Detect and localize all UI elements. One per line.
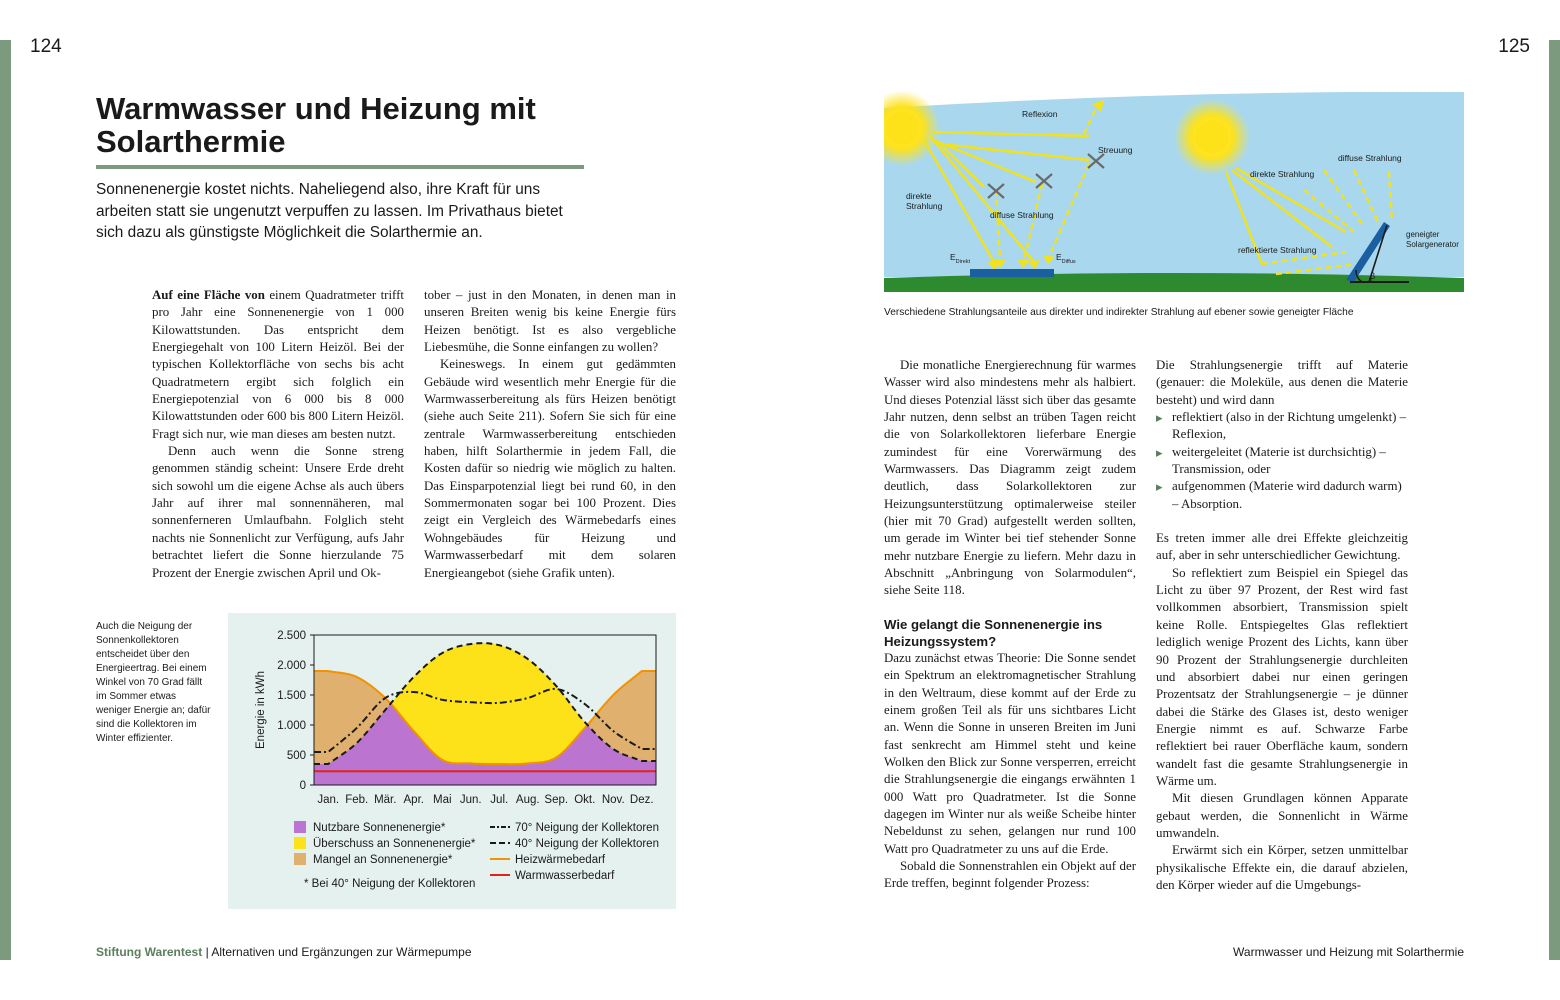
y-tick-label: 1.500	[277, 690, 306, 702]
y-axis-label: Energie in kWh	[255, 671, 267, 749]
right-edge-bar	[1549, 40, 1560, 960]
y-tick-label: 500	[286, 750, 306, 762]
list-item: ▸ reflektiert (also in der Richtung umgelenkt) – Reflexion,	[1156, 409, 1408, 444]
label-streuung: Streuung	[1098, 145, 1133, 155]
label-diffuse-left: diffuse Strahlung	[990, 210, 1054, 220]
col1-lead-bold: Auf eine Fläche von	[152, 288, 265, 302]
x-tick-label: Nov.	[601, 794, 625, 806]
label-geneigter-1: geneigter	[1406, 230, 1440, 239]
legend-label: Warmwasserbedarf	[515, 870, 615, 882]
legend-label: Mangel an Sonnenenergie*	[313, 854, 453, 866]
process-list	[1156, 409, 1408, 513]
col3-paragraph-2: Dazu zunächst etwas Theorie: Die Sonne sendet ein Spektrum an elektromagnetischer Strahlung in den Weltraum, diese kommt auf der Erde zu einem großen Teil als für uns sichtbares Licht an. Wenn die Sonne in unseren Breiten im Juni fast senkrecht am Himmel steht und keine Wolken den Blick zur Sonne versperren, erreicht die Strahlungsenergie die eingangs erwähnten 1 000 Watt pro Quadratmeter. Ist die Sonne dagegen im Winter nur als weiße Scheibe hinter Nebeldunst zu sehen, gelangen nur rund 100 Watt pro Quadratmeter zu uns auf die Erde.	[884, 650, 1136, 856]
x-tick-label: Sep.	[544, 794, 569, 806]
flat-collector	[970, 269, 1054, 277]
footer-left	[96, 945, 472, 959]
label-reflektierte: reflektierte Strahlung	[1238, 245, 1317, 255]
title-rule	[96, 165, 584, 169]
legend-label: 70° Neigung der Kollektoren	[515, 822, 659, 834]
label-geneigter-2: Solargenerator	[1406, 240, 1459, 249]
page-number-left: 124	[30, 36, 62, 57]
col4-paragraph-4: Mit diesen Grundlagen können Apparate gebaut werden, die Sonnenlicht in Wärme umwandeln.	[1156, 791, 1408, 840]
energy-chart	[228, 613, 676, 909]
y-tick-label: 2.000	[277, 660, 306, 672]
col4-paragraph-3: So reflektiert zum Beispiel ein Spiegel das Licht zu über 97 Prozent, der Rest wird fast vollkommen absorbiert, Transmission spielt keine Rolle. Entspiegeltes Glas reflektiert lediglich wenige Prozent des Lichts, kann über 90 Prozent der Strahlungsenergie durchleiten und absorbiert dabei nur einen geringen Prozentsatz der Strahlungsenergie – je dünner dabei die Stärke des Glases ist, desto weniger Energie nimmt es auf. Schwarze Farbe reflektiert bei rauer Oberfläche kaum, sondern wandelt fast die gesamte Strahlungsenergie in Wärme um.	[1156, 565, 1408, 788]
label-e-diffus: $E_{Diffus}$	[1056, 252, 1076, 265]
col3-paragraph-1: Die monatliche Energierechnung für warmes Wasser wird also mindestens mehr als halbiert. Und dieses Potenzial lässt sich über das gesamte Jahr nutzen, denn selbst an trüben Tagen reicht die von Solarkollektoren lieferbare Energie zumindest für eine Vorerwärmung des Warmwassers. Das Diagramm zeigt zudem deutlich, dass Solarkollektoren zur Heizungsunterstützung optimalerweise steiler (hier mit 70 Grad) aufgestellt werden sollten, um gerade im Winter bei tief stehender Sonne mehr nutzbare Energie zu liefern. Mehr dazu in Abschnitt „Anbringung von Solarmodulen“, siehe Seite 118.	[884, 358, 1136, 598]
chart-footnote: * Bei 40° Neigung der Kollektoren	[304, 878, 476, 890]
text-column-3	[884, 357, 1136, 893]
label-direkte-right: direkte Strahlung	[1250, 169, 1315, 179]
label-e-direkt: $E_{Direkt}$	[950, 252, 971, 265]
x-tick-label: Okt.	[574, 794, 596, 806]
col4-paragraph-2: Es treten immer alle drei Effekte gleichzeitig auf, aber in sehr unterschiedlicher Gewichtung.	[1156, 531, 1408, 563]
label-diffuse-right: diffuse Strahlung	[1338, 153, 1402, 163]
col4-paragraph-5: Erwärmt sich ein Körper, setzen unmittelbar physikalische Effekte ein, die darauf abzielen, den Körper wieder auf die Umgebungs-	[1156, 843, 1408, 892]
col3-paragraph-3: Sobald die Sonnenstrahlen ein Objekt auf der Erde treffen, beginnt folgender Prozess:	[884, 858, 1136, 891]
x-tick-label: Jan.	[317, 794, 340, 806]
text-column-2	[424, 287, 676, 582]
footer-brand: Stiftung Warentest	[96, 945, 203, 959]
legend-swatch	[294, 821, 306, 833]
legend-label: Heizwärmebedarf	[515, 854, 606, 866]
legend-label: Nutzbare Sonnenenergie*	[313, 822, 446, 834]
col4-paragraph-1: Die Strahlungsenergie trifft auf Materie (genauer: die Moleküle, aus denen die Materie besteht) und wird dann	[1156, 358, 1408, 407]
sun-right-core	[1195, 120, 1229, 154]
x-tick-label: Dez.	[629, 794, 654, 806]
footer-right-title: Warmwasser und Heizung mit Solarthermie	[1233, 945, 1464, 959]
chart-side-note: Auch die Neigung der Sonnenkollektoren entscheidet über den Energieertrag. Bei einem Winkel von 70 Grad fällt im Sommer etwas weniger Energie an; dafür sind die Kollektoren im Winter effizienter.	[96, 621, 211, 744]
text-column-1	[152, 287, 404, 582]
x-tick-label: Mai	[432, 794, 452, 806]
y-tick-label: 1.000	[277, 720, 306, 732]
page-title: Warmwasser und Heizung mit Solarthermie	[96, 91, 536, 159]
radiation-diagram	[884, 92, 1464, 292]
x-tick-label: Aug.	[515, 794, 540, 806]
legend-swatch	[294, 853, 306, 865]
diagram-caption: Verschiedene Strahlungsanteile aus direkter und indirekter Strahlung auf ebener sowie geneigter Fläche	[884, 307, 1354, 318]
label-direkte-left-2: Strahlung	[906, 201, 943, 211]
legend-label: 40° Neigung der Kollektoren	[515, 838, 659, 850]
col2-paragraph-1: tober – just in den Monaten, in denen man in unseren Breiten wenig bis keine Energie fürs Heizen benötigt. Ist es also vergebliche Liebesmühe, die Sonne einfangen zu wollen?	[424, 288, 676, 355]
y-tick-label: 0	[299, 780, 306, 792]
x-tick-label: Apr.	[403, 794, 424, 806]
text-column-4	[1156, 357, 1408, 894]
y-tick-label: 2.500	[277, 630, 306, 642]
col3-heading: Wie gelangt die Sonnenenergie ins Heizungssystem?	[884, 616, 1103, 649]
col2-paragraph-2: Keineswegs. In einem gut gedämmten Gebäude wird wesentlich mehr Energie für die Warmwasserbereitung als fürs Heizen benötigt (siehe auch Seite 211). Sofern Sie sich für eine zentrale Warmwasserbereitung entschieden haben, hilft Solarthermie in jedem Fall, die Kosten dafür so niedrig wie möglich zu halten. Das Einsparpotenzial liegt bei rund 60, in den Sommermonaten sogar bei 100 Prozent. Dies zeigt ein Vergleich des Wärmebedarfs eines Wohngebäudes für Heizung und Warmwasserbedarf mit dem solaren Energieangebot (siehe Grafik unten).	[424, 357, 676, 580]
x-tick-label: Feb.	[345, 794, 369, 806]
x-tick-label: Mär.	[374, 794, 397, 806]
footer-left-title: Alternativen und Ergänzungen zur Wärmepumpe	[211, 945, 472, 959]
x-tick-label: Jun.	[459, 794, 482, 806]
label-direkte-left-1: direkte	[906, 191, 932, 201]
list-item: ▸ weitergeleitet (Materie ist durchsichtig) – Transmission, oder	[1156, 444, 1408, 479]
left-edge-bar	[0, 40, 11, 960]
x-tick-label: Jul.	[490, 794, 509, 806]
col1-paragraph-1: einem Quadratmeter trifft pro Jahr eine Sonnenenergie von 1 000 Kilowattstunden. Das entspricht dem Energiegehalt von 100 Litern Heizöl. Bei der typischen Kollektorfläche von sechs bis acht Quadratmetern ergibt sich folglich ein Energiepotenzial von 6 000 bis 8 000 Kilowattstunden oder 600 bis 800 Litern Heizöl. Fragt sich nur, wie man dieses am besten nutzt.	[152, 288, 404, 441]
lead-paragraph: Sonnenenergie kostet nichts. Naheliegend also, ihre Kraft für uns arbeiten statt sie ungenutzt verpuffen zu lassen. Im Privathaus bietet sich dazu als günstigste Möglichkeit die Solarthermie an.	[96, 181, 563, 241]
list-item: ▸ aufgenommen (Materie wird dadurch warm) – Absorption.	[1156, 478, 1408, 513]
sun-left-core	[885, 111, 919, 145]
label-reflexion: Reflexion	[1022, 109, 1058, 119]
legend-swatch	[294, 837, 306, 849]
col1-paragraph-2: Denn auch wenn die Sonne streng genommen ständig scheint: Unsere Erde dreht sich sowohl um die eigene Achse als auch übers Jahr auf ihrer mal sonnennäheren, mal sonnenferneren Umlaufbahn. Folglich steht nachts nie Sonnenlicht zur Verfügung, aufs Jahr betrachtet liefert die Sonne hierzulande 75 Prozent der Energie zwischen April und Ok-	[152, 444, 404, 580]
page-number-right: 125	[1498, 36, 1530, 57]
legend-label: Überschuss an Sonnenenergie*	[313, 838, 476, 850]
angle-beta-label: β	[1370, 271, 1376, 281]
footer-separator: |	[205, 945, 212, 959]
